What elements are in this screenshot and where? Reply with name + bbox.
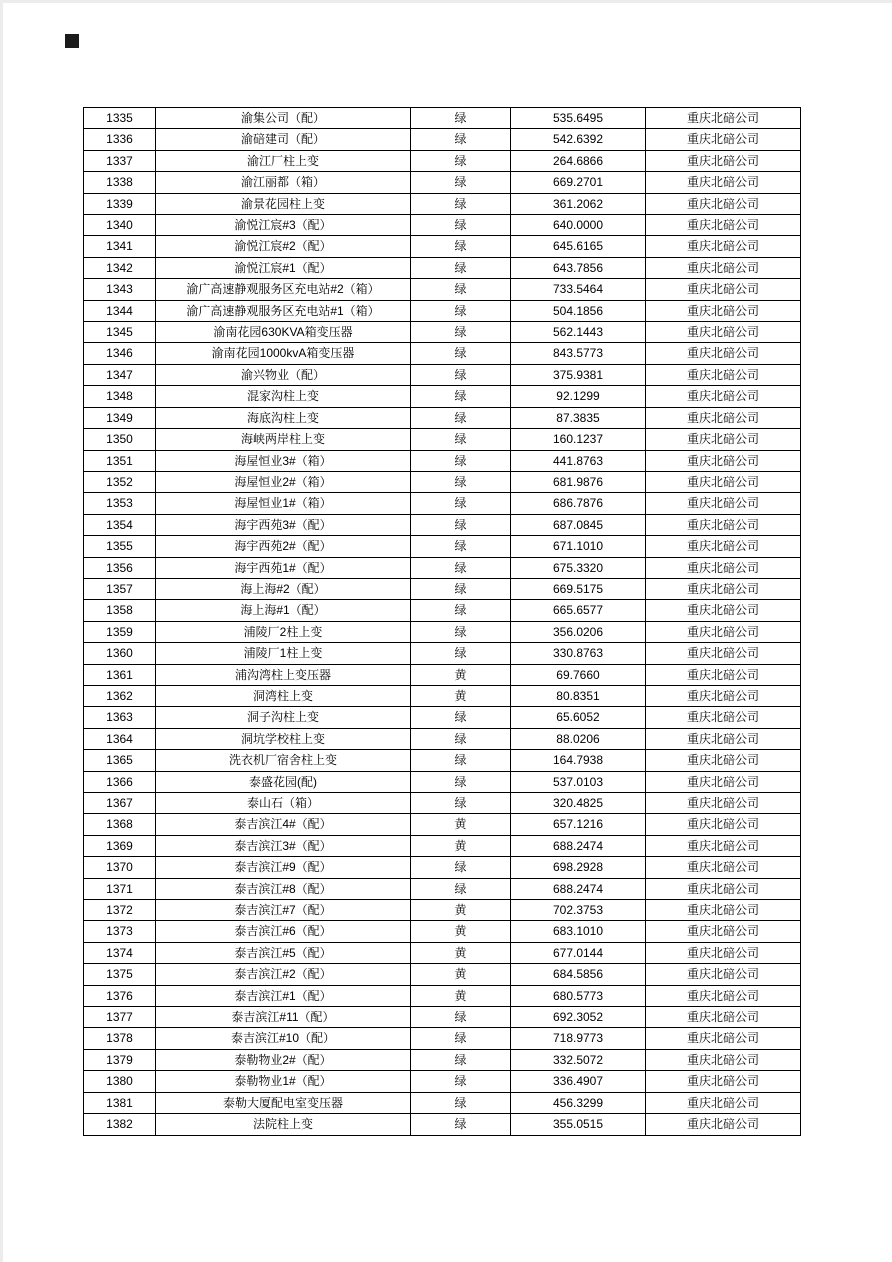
cell-id: 1347 <box>84 364 156 385</box>
table-row <box>84 450 801 471</box>
cell-value: 332.5072 <box>511 1049 646 1070</box>
cell-id: 1356 <box>84 557 156 578</box>
cell-id: 1364 <box>84 728 156 749</box>
cell-value: 355.0515 <box>511 1114 646 1135</box>
black-square-mark <box>65 34 79 48</box>
cell-status: 绿 <box>411 429 511 450</box>
cell-status: 黄 <box>411 964 511 985</box>
cell-company: 重庆北碚公司 <box>646 1028 801 1049</box>
cell-id: 1359 <box>84 621 156 642</box>
cell-company: 重庆北碚公司 <box>646 493 801 514</box>
table-row <box>84 878 801 899</box>
cell-name: 海底沟柱上变 <box>156 407 411 428</box>
cell-status: 绿 <box>411 108 511 129</box>
cell-value: 356.0206 <box>511 621 646 642</box>
cell-value: 361.2062 <box>511 193 646 214</box>
transformer-table-body <box>84 108 801 1136</box>
cell-status: 绿 <box>411 621 511 642</box>
cell-company: 重庆北碚公司 <box>646 878 801 899</box>
cell-company: 重庆北碚公司 <box>646 193 801 214</box>
cell-name: 渝江厂柱上变 <box>156 150 411 171</box>
cell-id: 1371 <box>84 878 156 899</box>
cell-value: 336.4907 <box>511 1071 646 1092</box>
table-row <box>84 985 801 1006</box>
cell-value: 698.2928 <box>511 857 646 878</box>
cell-company: 重庆北碚公司 <box>646 407 801 428</box>
cell-name: 泰盛花园(配) <box>156 771 411 792</box>
table-row <box>84 707 801 728</box>
cell-value: 686.7876 <box>511 493 646 514</box>
cell-value: 441.8763 <box>511 450 646 471</box>
cell-id: 1376 <box>84 985 156 1006</box>
cell-company: 重庆北碚公司 <box>646 514 801 535</box>
cell-value: 669.2701 <box>511 172 646 193</box>
cell-name: 洞子沟柱上变 <box>156 707 411 728</box>
cell-value: 671.1010 <box>511 536 646 557</box>
cell-value: 542.6392 <box>511 129 646 150</box>
cell-company: 重庆北碚公司 <box>646 1114 801 1135</box>
cell-value: 69.7660 <box>511 664 646 685</box>
cell-id: 1355 <box>84 536 156 557</box>
cell-name: 泰吉滨江#8（配） <box>156 878 411 899</box>
cell-name: 渝景花园柱上变 <box>156 193 411 214</box>
table-row <box>84 814 801 835</box>
cell-company: 重庆北碚公司 <box>646 450 801 471</box>
cell-name: 泰吉滨江#7（配） <box>156 900 411 921</box>
cell-id: 1351 <box>84 450 156 471</box>
table-row <box>84 279 801 300</box>
cell-id: 1373 <box>84 921 156 942</box>
cell-value: 675.3320 <box>511 557 646 578</box>
cell-name: 泰吉滨江#5（配） <box>156 942 411 963</box>
table-row <box>84 621 801 642</box>
cell-status: 绿 <box>411 386 511 407</box>
cell-value: 375.9381 <box>511 364 646 385</box>
cell-company: 重庆北碚公司 <box>646 172 801 193</box>
cell-id: 1378 <box>84 1028 156 1049</box>
cell-id: 1381 <box>84 1092 156 1113</box>
cell-id: 1372 <box>84 900 156 921</box>
cell-company: 重庆北碚公司 <box>646 108 801 129</box>
table-row <box>84 129 801 150</box>
cell-status: 绿 <box>411 193 511 214</box>
cell-value: 687.0845 <box>511 514 646 535</box>
cell-company: 重庆北碚公司 <box>646 536 801 557</box>
table-row <box>84 429 801 450</box>
cell-id: 1337 <box>84 150 156 171</box>
cell-name: 泰吉滨江#9（配） <box>156 857 411 878</box>
cell-status: 绿 <box>411 1049 511 1070</box>
cell-value: 684.5856 <box>511 964 646 985</box>
cell-status: 绿 <box>411 857 511 878</box>
cell-id: 1346 <box>84 343 156 364</box>
cell-company: 重庆北碚公司 <box>646 343 801 364</box>
table-row <box>84 578 801 599</box>
table-row <box>84 643 801 664</box>
cell-company: 重庆北碚公司 <box>646 236 801 257</box>
table-row <box>84 600 801 621</box>
table-row <box>84 921 801 942</box>
cell-name: 海上海#1（配） <box>156 600 411 621</box>
cell-id: 1360 <box>84 643 156 664</box>
cell-status: 黄 <box>411 921 511 942</box>
table-row <box>84 386 801 407</box>
cell-status: 绿 <box>411 1071 511 1092</box>
table-row <box>84 750 801 771</box>
cell-id: 1365 <box>84 750 156 771</box>
cell-status: 绿 <box>411 600 511 621</box>
cell-status: 绿 <box>411 364 511 385</box>
cell-id: 1363 <box>84 707 156 728</box>
cell-id: 1361 <box>84 664 156 685</box>
cell-status: 黄 <box>411 814 511 835</box>
cell-value: 537.0103 <box>511 771 646 792</box>
cell-value: 164.7938 <box>511 750 646 771</box>
table-row <box>84 557 801 578</box>
cell-id: 1353 <box>84 493 156 514</box>
table-row <box>84 964 801 985</box>
cell-value: 160.1237 <box>511 429 646 450</box>
cell-company: 重庆北碚公司 <box>646 1092 801 1113</box>
cell-name: 法院柱上变 <box>156 1114 411 1135</box>
cell-name: 洞湾柱上变 <box>156 685 411 706</box>
cell-company: 重庆北碚公司 <box>646 921 801 942</box>
table-row <box>84 236 801 257</box>
cell-name: 渝广高速静观服务区充电站#2（箱） <box>156 279 411 300</box>
table-row <box>84 407 801 428</box>
cell-id: 1358 <box>84 600 156 621</box>
cell-name: 泰吉滨江#1（配） <box>156 985 411 1006</box>
table-row <box>84 1092 801 1113</box>
cell-value: 680.5773 <box>511 985 646 1006</box>
cell-name: 海上海#2（配） <box>156 578 411 599</box>
cell-status: 绿 <box>411 728 511 749</box>
cell-status: 黄 <box>411 985 511 1006</box>
cell-company: 重庆北碚公司 <box>646 215 801 236</box>
cell-company: 重庆北碚公司 <box>646 429 801 450</box>
cell-value: 683.1010 <box>511 921 646 942</box>
cell-id: 1350 <box>84 429 156 450</box>
cell-company: 重庆北碚公司 <box>646 257 801 278</box>
cell-status: 黄 <box>411 942 511 963</box>
table-row <box>84 322 801 343</box>
cell-value: 88.0206 <box>511 728 646 749</box>
cell-name: 渝碚建司（配） <box>156 129 411 150</box>
cell-name: 渝广高速静观服务区充电站#1（箱） <box>156 300 411 321</box>
table-row <box>84 728 801 749</box>
cell-status: 绿 <box>411 450 511 471</box>
table-row <box>84 514 801 535</box>
cell-status: 绿 <box>411 1007 511 1028</box>
cell-status: 黄 <box>411 835 511 856</box>
cell-value: 640.0000 <box>511 215 646 236</box>
cell-id: 1367 <box>84 793 156 814</box>
table-row <box>84 1049 801 1070</box>
cell-id: 1342 <box>84 257 156 278</box>
cell-status: 绿 <box>411 257 511 278</box>
cell-status: 绿 <box>411 1114 511 1135</box>
table-row <box>84 193 801 214</box>
cell-id: 1377 <box>84 1007 156 1028</box>
table-row <box>84 835 801 856</box>
table-row <box>84 664 801 685</box>
table-row <box>84 300 801 321</box>
cell-id: 1379 <box>84 1049 156 1070</box>
cell-id: 1349 <box>84 407 156 428</box>
cell-status: 黄 <box>411 664 511 685</box>
cell-name: 洗衣机厂宿舍柱上变 <box>156 750 411 771</box>
cell-company: 重庆北碚公司 <box>646 1007 801 1028</box>
cell-status: 绿 <box>411 343 511 364</box>
cell-name: 海宇西苑1#（配） <box>156 557 411 578</box>
cell-status: 绿 <box>411 578 511 599</box>
cell-company: 重庆北碚公司 <box>646 600 801 621</box>
cell-status: 绿 <box>411 493 511 514</box>
cell-id: 1374 <box>84 942 156 963</box>
cell-status: 绿 <box>411 1028 511 1049</box>
cell-name: 浦陵厂1柱上变 <box>156 643 411 664</box>
cell-id: 1340 <box>84 215 156 236</box>
cell-status: 绿 <box>411 322 511 343</box>
cell-id: 1344 <box>84 300 156 321</box>
cell-id: 1375 <box>84 964 156 985</box>
cell-company: 重庆北碚公司 <box>646 750 801 771</box>
cell-status: 绿 <box>411 793 511 814</box>
cell-id: 1339 <box>84 193 156 214</box>
cell-name: 海宇西苑3#（配） <box>156 514 411 535</box>
cell-id: 1348 <box>84 386 156 407</box>
cell-id: 1336 <box>84 129 156 150</box>
table-row <box>84 1114 801 1135</box>
cell-value: 688.2474 <box>511 878 646 899</box>
cell-value: 535.6495 <box>511 108 646 129</box>
cell-name: 渝南花园630KVA箱变压器 <box>156 322 411 343</box>
page-edge-top <box>0 0 892 3</box>
cell-company: 重庆北碚公司 <box>646 685 801 706</box>
table-row <box>84 857 801 878</box>
cell-value: 504.1856 <box>511 300 646 321</box>
cell-company: 重庆北碚公司 <box>646 364 801 385</box>
table-row <box>84 685 801 706</box>
cell-name: 渝悦江宸#2（配） <box>156 236 411 257</box>
table-row <box>84 471 801 492</box>
transformer-table <box>83 107 801 1136</box>
cell-value: 702.3753 <box>511 900 646 921</box>
cell-status: 绿 <box>411 471 511 492</box>
cell-company: 重庆北碚公司 <box>646 985 801 1006</box>
cell-company: 重庆北碚公司 <box>646 664 801 685</box>
cell-status: 绿 <box>411 215 511 236</box>
cell-value: 645.6165 <box>511 236 646 257</box>
cell-id: 1382 <box>84 1114 156 1135</box>
cell-name: 渝江丽都（箱） <box>156 172 411 193</box>
cell-company: 重庆北碚公司 <box>646 728 801 749</box>
cell-status: 绿 <box>411 279 511 300</box>
table-row <box>84 364 801 385</box>
cell-name: 泰山石（箱） <box>156 793 411 814</box>
table-row <box>84 215 801 236</box>
cell-value: 320.4825 <box>511 793 646 814</box>
cell-value: 677.0144 <box>511 942 646 963</box>
cell-company: 重庆北碚公司 <box>646 150 801 171</box>
cell-id: 1362 <box>84 685 156 706</box>
cell-id: 1338 <box>84 172 156 193</box>
cell-name: 海宇西苑2#（配） <box>156 536 411 557</box>
cell-value: 87.3835 <box>511 407 646 428</box>
cell-status: 绿 <box>411 1092 511 1113</box>
cell-name: 海屋恒业2#（箱） <box>156 471 411 492</box>
cell-value: 692.3052 <box>511 1007 646 1028</box>
cell-value: 456.3299 <box>511 1092 646 1113</box>
cell-value: 562.1443 <box>511 322 646 343</box>
cell-value: 733.5464 <box>511 279 646 300</box>
table-row <box>84 900 801 921</box>
cell-name: 渝南花园1000kvA箱变压器 <box>156 343 411 364</box>
cell-company: 重庆北碚公司 <box>646 279 801 300</box>
cell-value: 657.1216 <box>511 814 646 835</box>
cell-name: 泰吉滨江#2（配） <box>156 964 411 985</box>
cell-value: 643.7856 <box>511 257 646 278</box>
cell-name: 洞坑学校柱上变 <box>156 728 411 749</box>
cell-id: 1341 <box>84 236 156 257</box>
table-row <box>84 108 801 129</box>
cell-value: 665.6577 <box>511 600 646 621</box>
cell-company: 重庆北碚公司 <box>646 771 801 792</box>
cell-value: 718.9773 <box>511 1028 646 1049</box>
cell-value: 681.9876 <box>511 471 646 492</box>
cell-name: 渝悦江宸#1（配） <box>156 257 411 278</box>
cell-value: 669.5175 <box>511 578 646 599</box>
cell-company: 重庆北碚公司 <box>646 129 801 150</box>
cell-id: 1357 <box>84 578 156 599</box>
cell-name: 海屋恒业1#（箱） <box>156 493 411 514</box>
cell-status: 绿 <box>411 514 511 535</box>
cell-status: 绿 <box>411 407 511 428</box>
cell-id: 1343 <box>84 279 156 300</box>
cell-company: 重庆北碚公司 <box>646 1071 801 1092</box>
cell-name: 泰勒大厦配电室变压器 <box>156 1092 411 1113</box>
cell-company: 重庆北碚公司 <box>646 386 801 407</box>
cell-status: 绿 <box>411 707 511 728</box>
cell-id: 1335 <box>84 108 156 129</box>
cell-company: 重庆北碚公司 <box>646 835 801 856</box>
table-row <box>84 771 801 792</box>
cell-name: 泰吉滨江4#（配） <box>156 814 411 835</box>
cell-id: 1370 <box>84 857 156 878</box>
table-row <box>84 793 801 814</box>
cell-id: 1368 <box>84 814 156 835</box>
cell-company: 重庆北碚公司 <box>646 471 801 492</box>
cell-status: 绿 <box>411 557 511 578</box>
cell-name: 渝兴物业（配） <box>156 364 411 385</box>
cell-company: 重庆北碚公司 <box>646 578 801 599</box>
cell-id: 1354 <box>84 514 156 535</box>
cell-status: 绿 <box>411 300 511 321</box>
cell-company: 重庆北碚公司 <box>646 793 801 814</box>
cell-status: 绿 <box>411 536 511 557</box>
cell-name: 混家沟柱上变 <box>156 386 411 407</box>
cell-id: 1345 <box>84 322 156 343</box>
cell-name: 渝集公司（配） <box>156 108 411 129</box>
cell-value: 688.2474 <box>511 835 646 856</box>
table-row <box>84 343 801 364</box>
cell-value: 843.5773 <box>511 343 646 364</box>
cell-company: 重庆北碚公司 <box>646 707 801 728</box>
cell-company: 重庆北碚公司 <box>646 300 801 321</box>
cell-company: 重庆北碚公司 <box>646 643 801 664</box>
cell-company: 重庆北碚公司 <box>646 322 801 343</box>
cell-name: 泰吉滨江#11（配） <box>156 1007 411 1028</box>
cell-company: 重庆北碚公司 <box>646 964 801 985</box>
cell-status: 绿 <box>411 771 511 792</box>
table-row <box>84 257 801 278</box>
cell-name: 浦陵厂2柱上变 <box>156 621 411 642</box>
cell-value: 65.6052 <box>511 707 646 728</box>
cell-status: 绿 <box>411 129 511 150</box>
table-row <box>84 172 801 193</box>
cell-status: 绿 <box>411 750 511 771</box>
cell-status: 绿 <box>411 172 511 193</box>
table-row <box>84 150 801 171</box>
cell-value: 330.8763 <box>511 643 646 664</box>
table-row <box>84 942 801 963</box>
cell-status: 绿 <box>411 878 511 899</box>
cell-company: 重庆北碚公司 <box>646 942 801 963</box>
cell-company: 重庆北碚公司 <box>646 900 801 921</box>
cell-id: 1366 <box>84 771 156 792</box>
cell-id: 1352 <box>84 471 156 492</box>
cell-id: 1369 <box>84 835 156 856</box>
table-row <box>84 493 801 514</box>
cell-value: 80.8351 <box>511 685 646 706</box>
table-row <box>84 1028 801 1049</box>
cell-id: 1380 <box>84 1071 156 1092</box>
cell-name: 泰吉滨江#6（配） <box>156 921 411 942</box>
cell-company: 重庆北碚公司 <box>646 814 801 835</box>
cell-name: 海峡两岸柱上变 <box>156 429 411 450</box>
cell-status: 绿 <box>411 150 511 171</box>
cell-company: 重庆北碚公司 <box>646 557 801 578</box>
cell-company: 重庆北碚公司 <box>646 857 801 878</box>
cell-status: 绿 <box>411 643 511 664</box>
table-row <box>84 1071 801 1092</box>
cell-name: 泰勒物业1#（配） <box>156 1071 411 1092</box>
cell-value: 92.1299 <box>511 386 646 407</box>
cell-name: 泰吉滨江#10（配） <box>156 1028 411 1049</box>
table-row <box>84 536 801 557</box>
cell-name: 泰吉滨江3#（配） <box>156 835 411 856</box>
cell-value: 264.6866 <box>511 150 646 171</box>
cell-company: 重庆北碚公司 <box>646 1049 801 1070</box>
cell-status: 黄 <box>411 900 511 921</box>
cell-status: 黄 <box>411 685 511 706</box>
table-row <box>84 1007 801 1028</box>
cell-name: 浦沟湾柱上变压器 <box>156 664 411 685</box>
page-edge-left <box>0 0 3 1262</box>
cell-name: 渝悦江宸#3（配） <box>156 215 411 236</box>
cell-name: 泰勒物业2#（配） <box>156 1049 411 1070</box>
cell-status: 绿 <box>411 236 511 257</box>
cell-company: 重庆北碚公司 <box>646 621 801 642</box>
cell-name: 海屋恒业3#（箱） <box>156 450 411 471</box>
